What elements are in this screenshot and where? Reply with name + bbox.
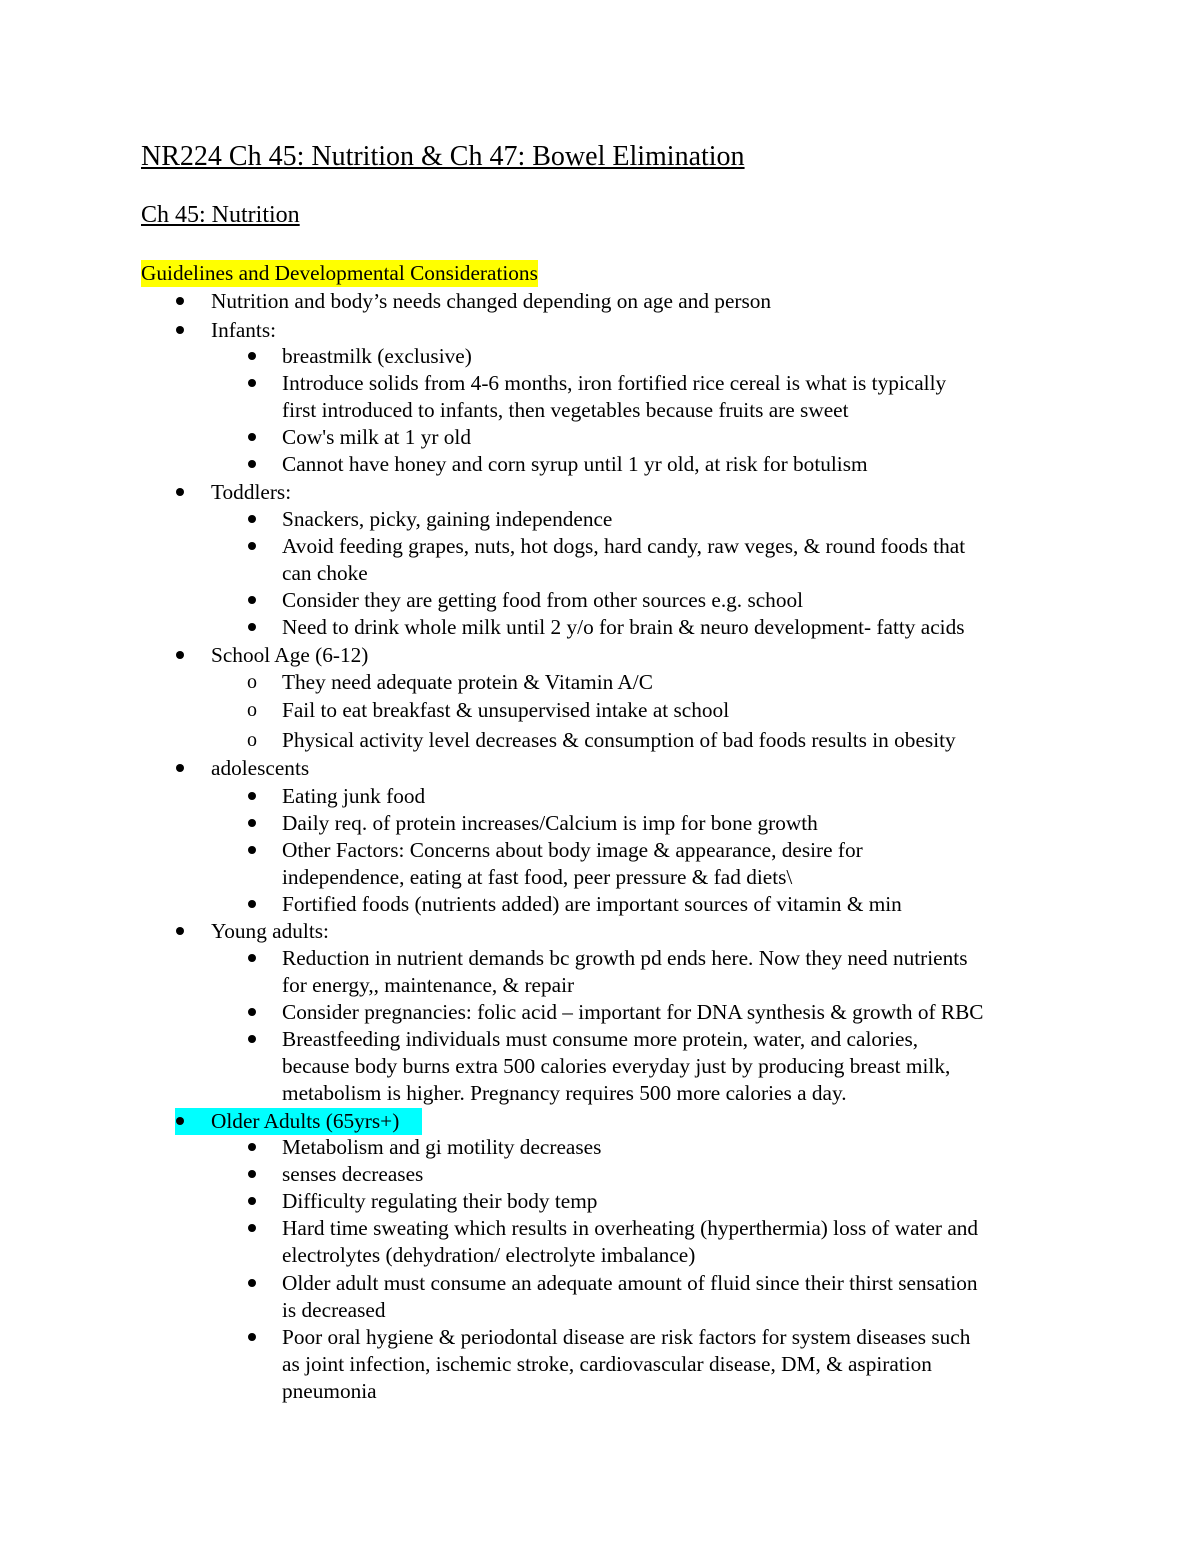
bullet-icon	[176, 764, 184, 772]
highlighted-heading: Guidelines and Developmental Considerations	[141, 261, 538, 285]
list-item-continuation: as joint infection, ischemic stroke, cardiovascular disease, DM, & aspiration	[282, 1352, 932, 1376]
list-item: breastmilk (exclusive)	[282, 344, 472, 368]
list-item-continuation: is decreased	[282, 1298, 386, 1322]
bullet-icon	[176, 326, 184, 334]
list-item: Toddlers:	[211, 480, 292, 504]
bullet-icon	[248, 1224, 256, 1232]
list-item: Need to drink whole milk until 2 y/o for brain & neuro development- fatty acids	[282, 615, 965, 639]
list-item: Consider pregnancies: folic acid – important for DNA synthesis & growth of RBC	[282, 1000, 984, 1024]
bullet-icon	[248, 596, 256, 604]
list-item: Older adult must consume an adequate amount of fluid since their thirst sensation	[282, 1271, 978, 1295]
list-item: Infants:	[211, 318, 277, 342]
list-item: Introduce solids from 4-6 months, iron fortified rice cereal is what is typically	[282, 371, 947, 395]
list-item: Young adults:	[211, 919, 329, 943]
list-item: Older Adults (65yrs+)	[211, 1109, 400, 1133]
list-item: Avoid feeding grapes, nuts, hot dogs, hard candy, raw veges, & round foods that	[282, 534, 966, 558]
list-item: Cow's milk at 1 yr old	[282, 425, 471, 449]
list-item: Reduction in nutrient demands bc growth pd ends here. Now they need nutrients	[282, 946, 968, 970]
bullet-icon	[176, 297, 184, 305]
bullet-icon	[248, 846, 256, 854]
list-item: Hard time sweating which results in overheating (hyperthermia) loss of water and	[282, 1216, 979, 1240]
list-item: adolescents	[211, 756, 310, 780]
list-item: Breastfeeding individuals must consume more protein, water, and calories,	[282, 1027, 919, 1051]
list-item: Daily req. of protein increases/Calcium is imp for bone growth	[282, 811, 818, 835]
bullet-icon	[248, 900, 256, 908]
bullet-icon	[248, 515, 256, 523]
list-item: Fortified foods (nutrients added) are important sources of vitamin & min	[282, 892, 902, 916]
list-item-continuation: first introduced to infants, then vegetables because fruits are sweet	[282, 398, 849, 422]
bullet-icon	[176, 1117, 184, 1125]
list-item: Nutrition and body’s needs changed depending on age and person	[211, 289, 772, 313]
bullet-icon	[248, 1170, 256, 1178]
list-item: Consider they are getting food from other sources e.g. school	[282, 588, 804, 612]
list-item: Poor oral hygiene & periodontal disease are risk factors for system diseases such	[282, 1325, 971, 1349]
bullet-icon	[248, 1008, 256, 1016]
list-item-continuation: pneumonia	[282, 1379, 377, 1403]
bullet-icon	[176, 651, 184, 659]
bullet-icon	[248, 792, 256, 800]
bullet-icon	[176, 927, 184, 935]
list-item-continuation: metabolism is higher. Pregnancy requires 500 more calories a day.	[282, 1081, 847, 1105]
bullet-icon	[248, 379, 256, 387]
bullet-icon	[248, 433, 256, 441]
list-item-continuation: because body burns extra 500 calories everyday just by producing breast milk,	[282, 1054, 951, 1078]
bullet-icon	[248, 460, 256, 468]
bullet-icon	[176, 488, 184, 496]
list-item: senses decreases	[282, 1162, 424, 1186]
list-item: Difficulty regulating their body temp	[282, 1189, 598, 1213]
list-item: Other Factors: Concerns about body image & appearance, desire for	[282, 838, 863, 862]
list-item: Cannot have honey and corn syrup until 1 yr old, at risk for botulism	[282, 452, 868, 476]
list-item: Eating junk food	[282, 784, 426, 808]
list-item-continuation: for energy,, maintenance, & repair	[282, 973, 575, 997]
circle-bullet-icon: o	[247, 671, 257, 693]
list-item-continuation: independence, eating at fast food, peer pressure & fad diets\	[282, 865, 793, 889]
bullet-icon	[248, 819, 256, 827]
bullet-icon	[248, 1143, 256, 1151]
list-item-continuation: can choke	[282, 561, 368, 585]
bullet-icon	[248, 1279, 256, 1287]
bullet-icon	[248, 542, 256, 550]
circle-bullet-icon: o	[247, 699, 257, 721]
list-item: Metabolism and gi motility decreases	[282, 1135, 602, 1159]
section-title: Ch 45: Nutrition	[141, 202, 300, 228]
bullet-icon	[248, 1197, 256, 1205]
circle-bullet-icon: o	[247, 729, 257, 751]
list-item: Snackers, picky, gaining independence	[282, 507, 613, 531]
bullet-icon	[248, 1333, 256, 1341]
bullet-icon	[248, 352, 256, 360]
bullet-icon	[248, 954, 256, 962]
page-title: NR224 Ch 45: Nutrition & Ch 47: Bowel Elimination	[141, 141, 745, 172]
list-item: They need adequate protein & Vitamin A/C	[282, 670, 653, 694]
list-item: School Age (6-12)	[211, 643, 369, 667]
bullet-icon	[248, 623, 256, 631]
list-item: Fail to eat breakfast & unsupervised intake at school	[282, 698, 730, 722]
bullet-icon	[248, 1035, 256, 1043]
list-item-continuation: electrolytes (dehydration/ electrolyte imbalance)	[282, 1243, 696, 1267]
list-item: Physical activity level decreases & consumption of bad foods results in obesity	[282, 728, 956, 752]
